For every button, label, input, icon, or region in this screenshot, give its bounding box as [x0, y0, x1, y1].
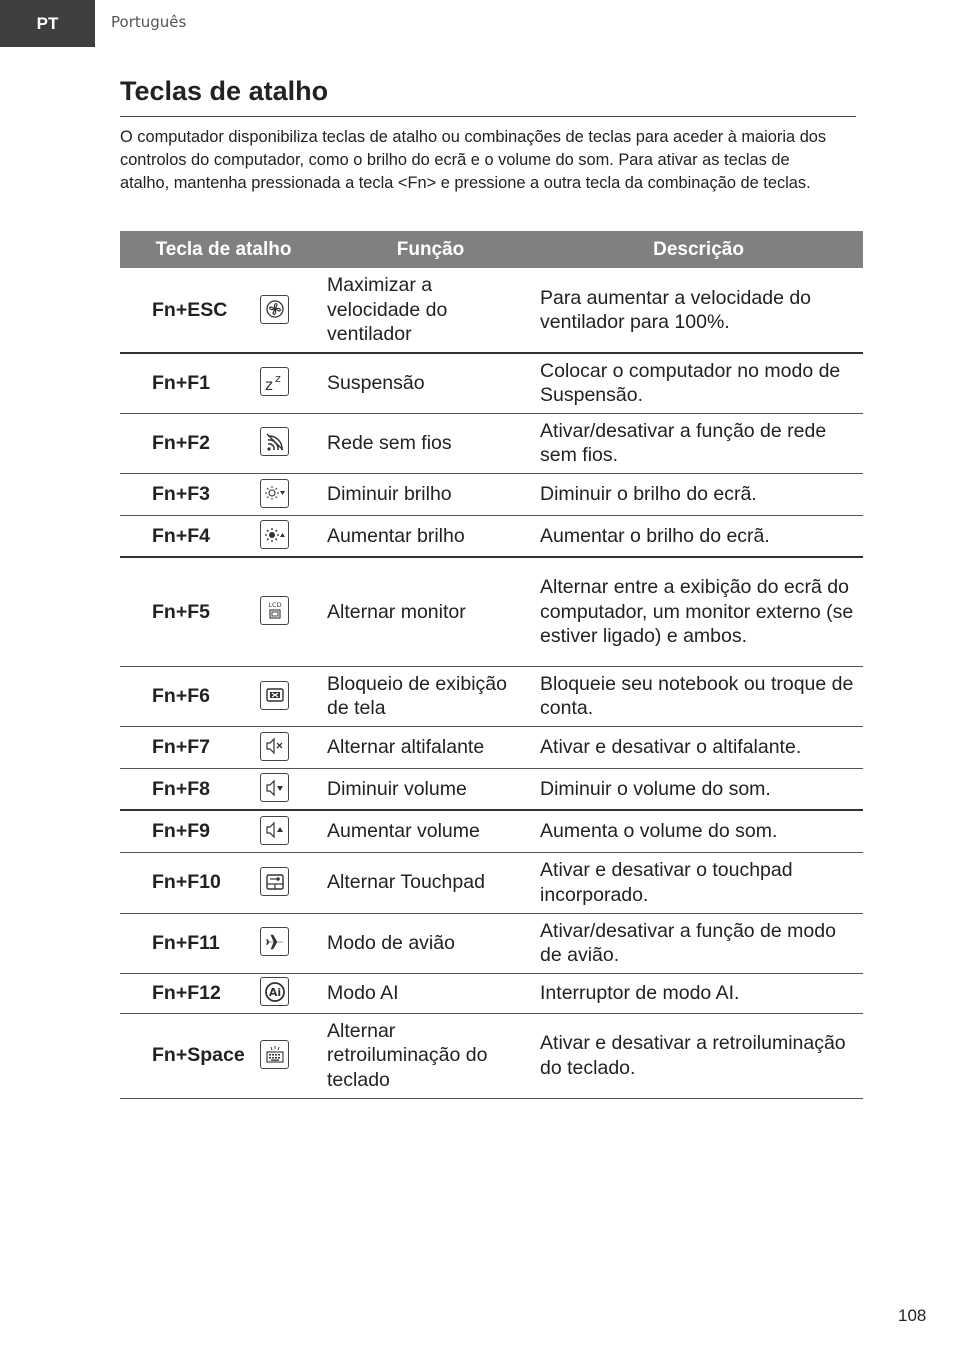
function-cell: Alternar Touchpad: [327, 852, 534, 913]
hotkey-label: Fn+F2: [120, 413, 260, 473]
description-cell: Colocar o computador no modo de Suspensão.: [534, 353, 863, 413]
table-row: [120, 413, 863, 473]
wireless-icon: [260, 427, 289, 456]
table-row: [120, 973, 863, 1013]
hotkey-label: Fn+F6: [120, 666, 260, 726]
intro-paragraph: O computador disponibiliza teclas de atalho ou combinações de teclas para aceder à maioria dos controlos do computador, como o brilho do ecrã e o volume do som. Para ativar as teclas de atalho, mantenha pressionada a tecla <Fn> e pressione a outra tecla da combinação de teclas.: [120, 128, 827, 192]
hotkey-label: Fn+F12: [120, 973, 260, 1013]
description-cell: Aumentar o brilho do ecrã.: [534, 515, 863, 557]
table-row: [120, 666, 863, 726]
function-cell: Alternar altifalante: [327, 726, 534, 768]
table-row: [120, 768, 863, 810]
header-description: Descrição: [534, 231, 863, 268]
volume-up-icon: [260, 816, 289, 845]
screen-lock-icon: [260, 681, 289, 710]
hotkey-label: Fn+F8: [120, 768, 260, 810]
section-title: Teclas de atalho: [120, 76, 329, 106]
function-cell: Bloqueio de exibição de tela: [327, 666, 534, 726]
description-cell: Interruptor de modo AI.: [534, 973, 863, 1013]
description-cell: Ativar/desativar a função de modo de avião.: [534, 913, 863, 973]
table-row: [120, 557, 863, 666]
table-row: [120, 473, 863, 515]
description-cell: Ativar e desativar o touchpad incorporado.: [534, 852, 863, 913]
language-name: Português: [111, 13, 187, 31]
brightness-down-icon: [260, 479, 289, 508]
description-cell: Aumenta o volume do som.: [534, 810, 863, 852]
hotkey-label: Fn+F5: [120, 557, 260, 666]
function-cell: Modo AI: [327, 973, 534, 1013]
lcd-icon-label: LCD: [267, 601, 282, 610]
ai-icon-label: Ai: [268, 985, 281, 999]
function-cell: Diminuir volume: [327, 768, 534, 810]
fan-icon: [260, 295, 289, 324]
hotkey-label: Fn+F10: [120, 852, 260, 913]
function-cell: Alternar retroiluminação do teclado: [327, 1013, 534, 1098]
brightness-up-icon: [260, 520, 289, 549]
table-row: [120, 726, 863, 768]
table-row: [120, 852, 863, 913]
airplane-icon: [260, 927, 289, 956]
hotkey-label: Fn+F4: [120, 515, 260, 557]
svg-text:z: z: [274, 371, 281, 385]
table-row: [120, 353, 863, 413]
table-header-row: [120, 231, 863, 268]
hotkey-label: Fn+F7: [120, 726, 260, 768]
table-row: [120, 268, 863, 353]
ai-mode-icon: [260, 977, 289, 1006]
description-cell: Ativar/desativar a função de rede sem fios.: [534, 413, 863, 473]
description-cell: Ativar e desativar a retroiluminação do teclado.: [534, 1013, 863, 1098]
header-function: Função: [327, 231, 534, 268]
function-cell: Alternar monitor: [327, 557, 534, 666]
table-row: [120, 515, 863, 557]
title-divider: [120, 116, 856, 117]
hotkey-label: Fn+F3: [120, 473, 260, 515]
keyboard-backlight-icon: [260, 1040, 289, 1069]
hotkey-label: Fn+ESC: [120, 268, 260, 353]
table-row: [120, 810, 863, 852]
page-number: 108: [898, 1306, 927, 1325]
touchpad-icon: [260, 867, 289, 896]
description-cell: Alternar entre a exibição do ecrã do computador, um monitor externo (se estiver ligado) e ambos.: [534, 557, 863, 666]
sleep-icon: [260, 367, 289, 396]
description-cell: Ativar e desativar o altifalante.: [534, 726, 863, 768]
header-key: Tecla de atalho: [120, 231, 327, 268]
hotkey-label: Fn+F11: [120, 913, 260, 973]
function-cell: Maximizar a velocidade do ventilador: [327, 268, 534, 353]
description-cell: Para aumentar a velocidade do ventilador para 100%.: [534, 268, 863, 353]
lcd-monitor-icon: [260, 596, 289, 625]
description-cell: Diminuir o volume do som.: [534, 768, 863, 810]
language-tab: PT: [0, 0, 95, 47]
table-row: [120, 1013, 863, 1098]
table-row: [120, 913, 863, 973]
description-cell: Diminuir o brilho do ecrã.: [534, 473, 863, 515]
hotkey-label: Fn+Space: [120, 1013, 260, 1098]
speaker-mute-icon: [260, 732, 289, 761]
function-cell: Modo de avião: [327, 913, 534, 973]
function-cell: Aumentar brilho: [327, 515, 534, 557]
hotkey-label: Fn+F9: [120, 810, 260, 852]
function-cell: Aumentar volume: [327, 810, 534, 852]
svg-text:z: z: [264, 375, 273, 393]
function-cell: Diminuir brilho: [327, 473, 534, 515]
description-cell: Bloqueie seu notebook ou troque de conta.: [534, 666, 863, 726]
hotkey-label: Fn+F1: [120, 353, 260, 413]
function-cell: Rede sem fios: [327, 413, 534, 473]
hotkey-table: [120, 231, 863, 1099]
volume-down-icon: [260, 773, 289, 802]
function-cell: Suspensão: [327, 353, 534, 413]
